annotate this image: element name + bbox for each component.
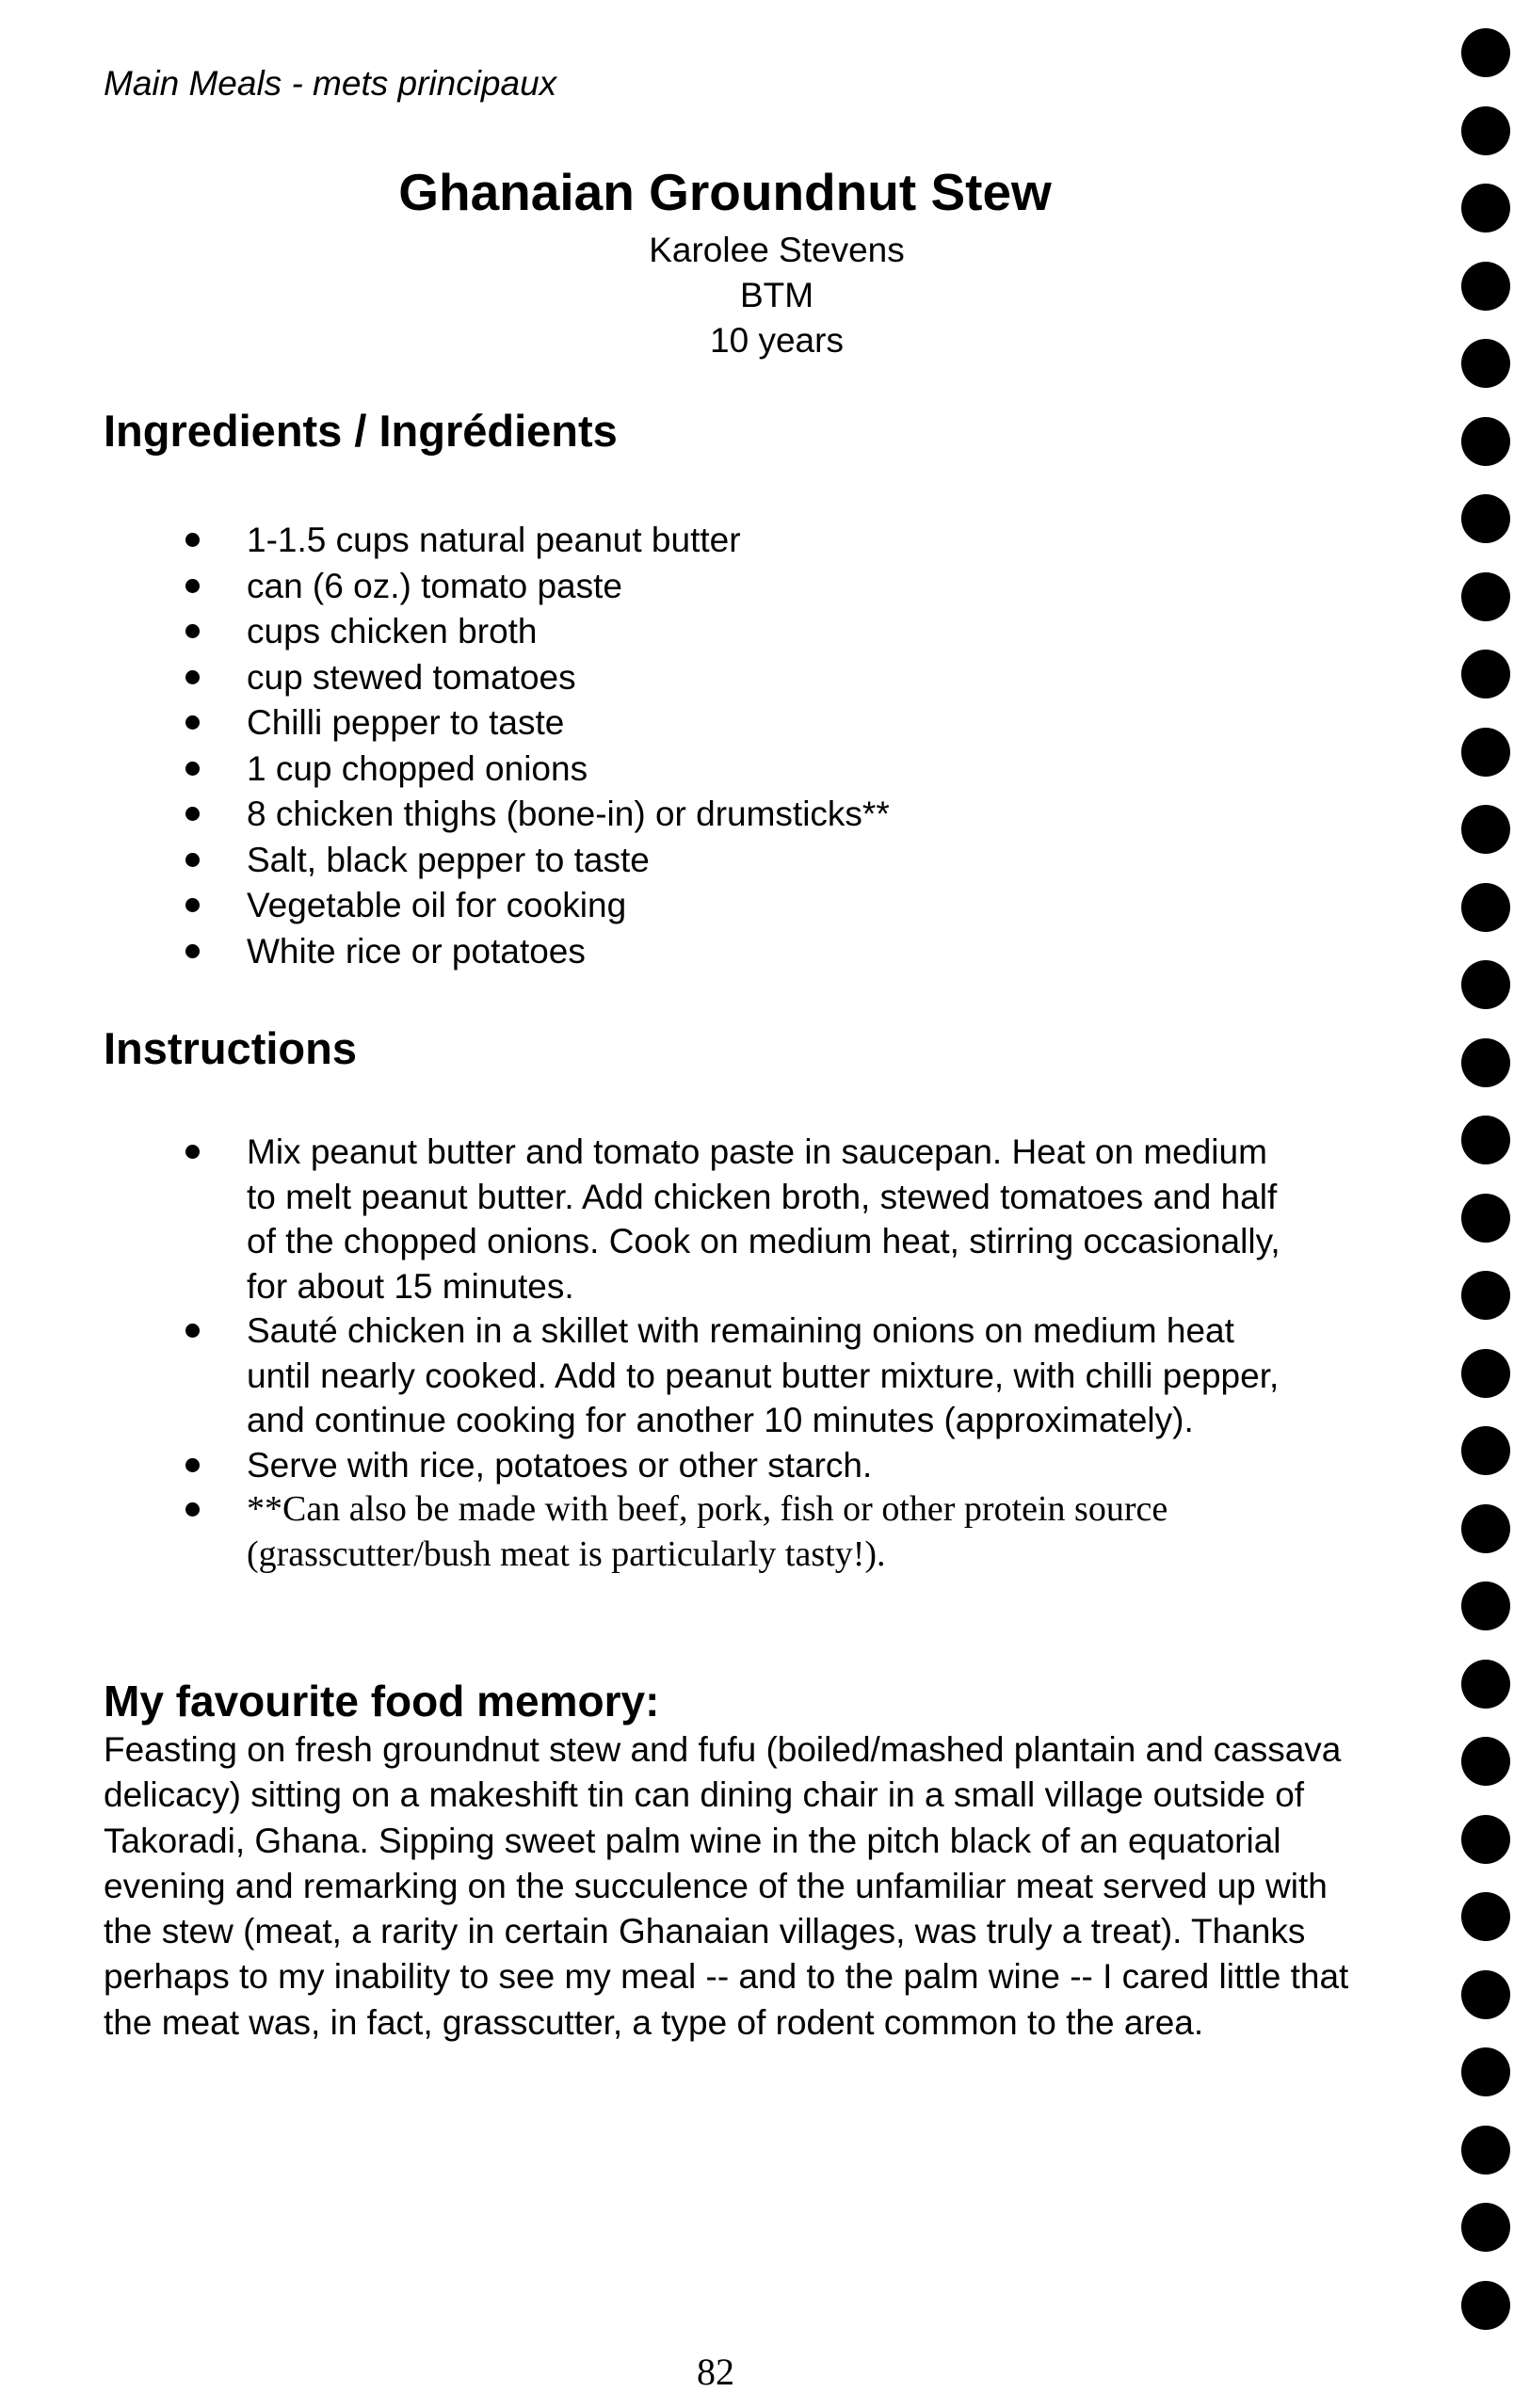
binding-hole-icon <box>1461 106 1510 155</box>
recipe-title: Ghanaian Groundnut Stew <box>398 163 1052 221</box>
ingredient-item: 8 chicken thighs (bone-in) or drumsticks** <box>0 792 1311 838</box>
recipe-title-block <box>207 162 1243 363</box>
ingredient-item: cup stewed tomatoes <box>0 655 1311 701</box>
binding-hole-icon <box>1461 1660 1510 1709</box>
binding-hole-icon <box>1461 262 1510 311</box>
ingredient-item: cups chicken broth <box>0 609 1311 655</box>
binding-hole-icon <box>1461 960 1510 1009</box>
binding-holes <box>1461 28 1518 2400</box>
binding-hole-icon <box>1461 1504 1510 1553</box>
memory-text: Feasting on fresh groundnut stew and fufu (boiled/mashed plantain and cassava delicacy) sitting on a makeshift tin can dining chair in a small village outside of Takoradi, Ghana. Sipping sweet palm wine in the pitch black of an equatorial evening and remarking on the succulence of the unfamiliar meat served up with the stew (meat, a rarity in certain Ghanaian villages, was truly a treat). Thanks perhaps to my inability to see my meal -- and to the palm wine -- I cared little that the meat was, in fact, grasscutter, a type of rodent common to the area. <box>104 1730 1349 2042</box>
binding-hole-icon <box>1461 494 1510 543</box>
bullet-icon <box>185 762 200 776</box>
binding-hole-icon <box>1461 1970 1510 2019</box>
binding-hole-icon <box>1461 1038 1510 1087</box>
binding-hole-icon <box>1461 883 1510 932</box>
binding-hole-icon <box>1461 805 1510 854</box>
binding-hole-icon <box>1461 1194 1510 1243</box>
bullet-icon <box>185 853 200 867</box>
bullet-icon <box>185 1145 200 1159</box>
bullet-icon <box>185 944 200 958</box>
instruction-step: Sauté chicken in a skillet with remaining onions on medium heat until nearly cooked. Add to peanut butter mixture, with chilli pepper, and continue cooking for another 10 minutes (approximately). <box>0 1308 1292 1443</box>
bullet-icon <box>185 579 200 593</box>
page-number: 82 <box>697 2351 734 2393</box>
bullet-icon <box>185 715 200 730</box>
binding-hole-icon <box>1461 2203 1510 2252</box>
bullet-icon <box>185 533 200 547</box>
binding-hole-icon <box>1461 1581 1510 1630</box>
binding-hole-icon <box>1461 1349 1510 1398</box>
bullet-icon <box>185 624 200 638</box>
ingredient-item: White rice or potatoes <box>0 929 1311 975</box>
ingredient-item: 1 cup chopped onions <box>0 746 1311 793</box>
instruction-list <box>0 1130 1292 1577</box>
ingredient-item: Salt, black pepper to taste <box>0 838 1311 884</box>
bullet-icon <box>185 670 200 684</box>
bullet-icon <box>185 807 200 821</box>
binding-hole-icon <box>1461 728 1510 777</box>
binding-hole-icon <box>1461 2281 1510 2330</box>
recipe-years: 10 years <box>710 321 844 360</box>
recipe-author: Karolee Stevens <box>649 231 905 269</box>
binding-hole-icon <box>1461 1116 1510 1164</box>
binding-hole-icon <box>1461 339 1510 388</box>
binding-hole-icon <box>1461 1426 1510 1475</box>
binding-hole-icon <box>1461 2126 1510 2175</box>
binding-hole-icon <box>1461 2047 1510 2096</box>
instructions-heading: Instructions <box>104 1023 357 1073</box>
ingredient-item: can (6 oz.) tomato paste <box>0 564 1311 610</box>
bullet-icon <box>185 898 200 912</box>
bullet-icon <box>185 1324 200 1338</box>
binding-hole-icon <box>1461 1815 1510 1864</box>
ingredient-item: Chilli pepper to taste <box>0 700 1311 746</box>
binding-hole-icon <box>1461 28 1510 77</box>
binding-hole-icon <box>1461 650 1510 698</box>
binding-hole-icon <box>1461 572 1510 621</box>
binding-hole-icon <box>1461 1737 1510 1786</box>
binding-hole-icon <box>1461 1892 1510 1941</box>
binding-hole-icon <box>1461 417 1510 466</box>
binding-hole-icon <box>1461 184 1510 233</box>
instruction-step: Mix peanut butter and tomato paste in saucepan. Heat on medium to melt peanut butter. Add chicken broth, stewed tomatoes and half of the chopped onions. Cook on medium heat, stirring occasionally, for about 15 minutes. <box>0 1130 1292 1308</box>
instruction-step: Serve with rice, potatoes or other starch. <box>0 1443 1292 1488</box>
ingredient-item: 1-1.5 cups natural peanut butter <box>0 518 1311 564</box>
bullet-icon <box>185 1458 200 1472</box>
binding-hole-icon <box>1461 1271 1510 1320</box>
ingredient-list <box>0 518 1311 974</box>
ingredients-heading: Ingredients / Ingrédients <box>104 406 618 456</box>
ingredient-item: Vegetable oil for cooking <box>0 883 1311 929</box>
memory-heading: My favourite food memory: <box>104 1677 660 1726</box>
bullet-icon <box>185 1502 200 1517</box>
section-header: Main Meals - mets principaux <box>104 64 557 103</box>
instruction-note: **Can also be made with beef, pork, fish or other protein source (grasscutter/bush meat is particularly tasty!). <box>0 1487 1292 1577</box>
recipe-location: BTM <box>739 276 814 314</box>
